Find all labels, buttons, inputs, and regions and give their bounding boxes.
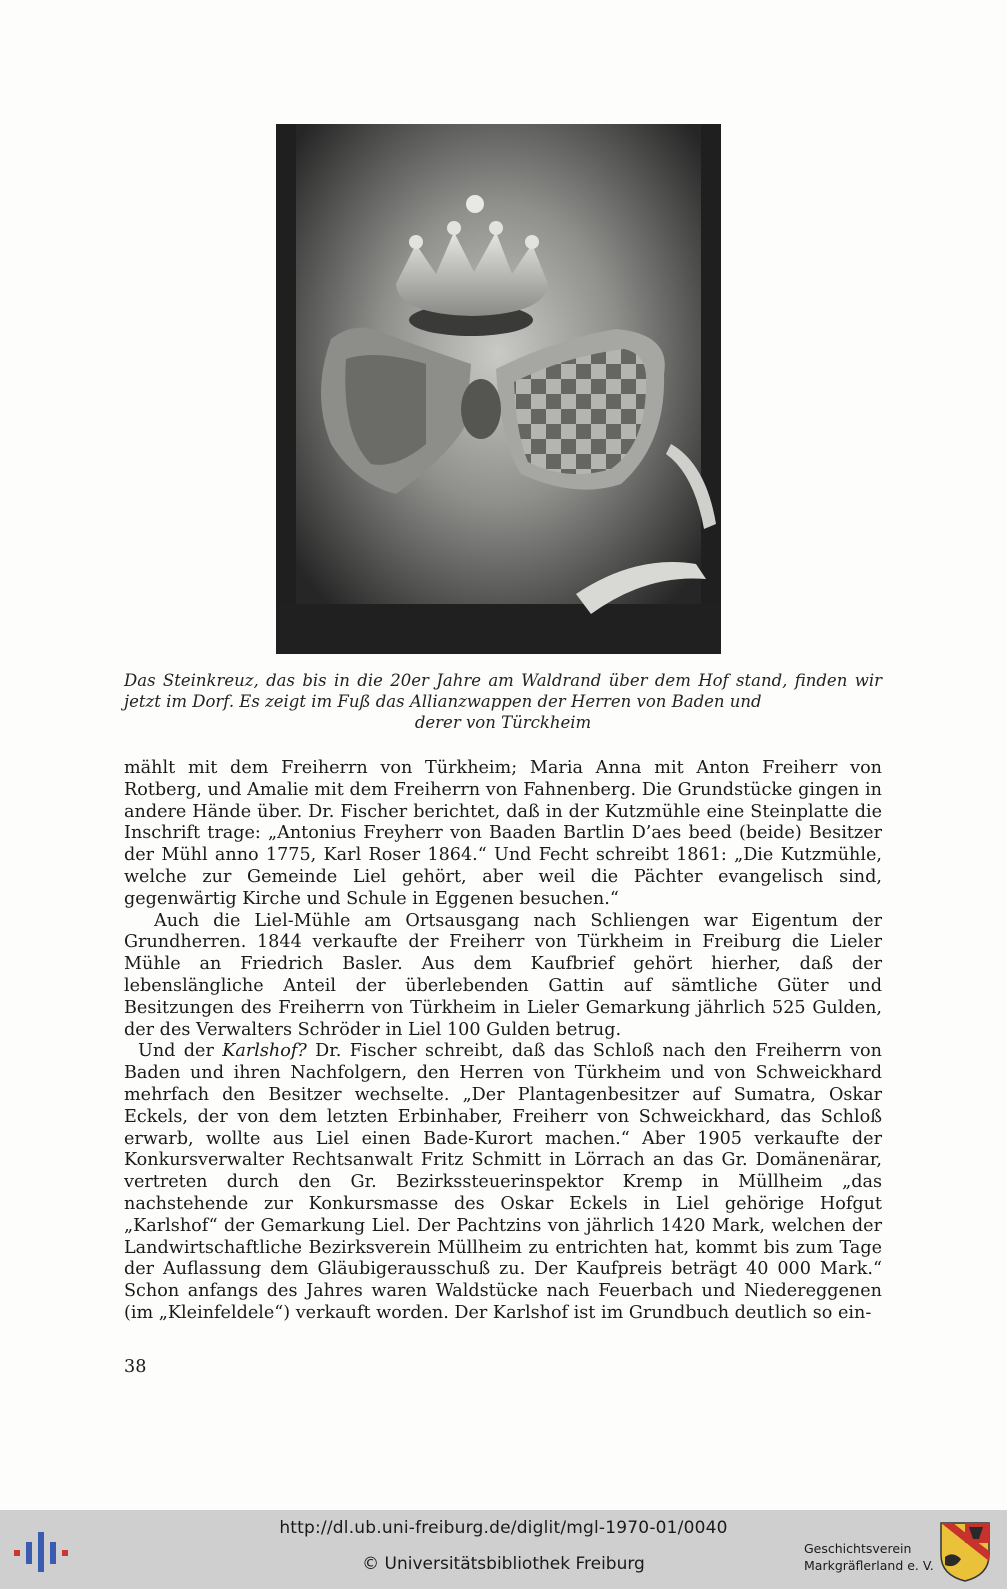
- paragraph-3: [124, 1041, 882, 1324]
- caption-line-2: wir jetzt im Dorf. Es zeigt im Fuß das Allianzwappen der Herren von Baden und: [124, 671, 882, 711]
- paragraph-1: mählt mit dem Freiherrn von Türkheim; Maria Anna mit Anton Freiherr von Rotberg, und Amalie mit dem Freiherrn von Fahnenberg. Die Grundstücke gingen in andere Hände über. Dr. Fischer berichtet, daß in der Kutzmühle eine Steinplatte die Inschrift trage: „Antonius Freyherr von Baaden Bartlin D’aes beed (beide) Besitzer der Mühl anno 1775, Karl Roser 1864.“ Und Fecht schreibt 1861: „Die Kutzmühle, welche zur Gemeinde Liel gehört, aber weil die Pächter evangelisch sind, gegenwärtig Kirche und Schule in Eggenen besuchen.“: [124, 758, 882, 909]
- photo-caption: [124, 670, 882, 733]
- society-name: [804, 1540, 934, 1574]
- caption-line-1: Das Steinkreuz, das bis in die 20er Jahre am Waldrand über dem Hof stand, finden: [124, 671, 848, 690]
- karlshof-italic: Karlshof?: [222, 1041, 307, 1062]
- coat-of-arms-icon: [939, 1521, 991, 1583]
- page-number: 38: [124, 1357, 147, 1377]
- caption-line-3: derer von Türckheim: [414, 713, 592, 732]
- paragraph-3-rest: Dr. Fischer schreibt, daß das Schloß nach den Freiherrn von Baden und ihren Nachfolgern, den Herren von Türkheim und von Schweickhard mehrfach den Besitzer wechselte. „Der Plantagenbesitzer auf Sumatra, Oskar Eckels, der von dem letzten Erbinhaber, Freiherr von Schweickhard, das Schloß erwarb, wollte aus Liel einen Bade-Kurort machen.“ Aber 1905 verkaufte der Konkursverwalter Rechtsanwalt Fritz Schmitt in Lörrach an das Gr. Domänenärar, vertreten durch den Gr. Bezirkssteuerinspektor Kremp in Müllheim „das nachstehende zur Konkursmasse des Oskar Eckels in Liel gehörige Hofgut „Karlshof“ der Gemarkung Liel. Der Pachtzins von jährlich 1420 Mark, welchen der Landwirtschaftliche Bezirksverein Müllheim zu entrichten hat, kommt bis zum Tage der Auflassung dem Gläubigerausschuß zu. Der Kaufpreis beträgt 40 000 Mark.“ Schon anfangs des Jahres waren Waldstücke nach Feuerbach und Niedereggenen (im „Kleinfeldele“) verkauft worden. Der Karlshof ist im Grundbuch deutlich so ein-: [124, 1041, 882, 1323]
- footer-bar: [0, 1510, 1007, 1589]
- society-line-2: Markgräflerland e. V.: [804, 1558, 934, 1573]
- paragraph-2: Auch die Liel-Mühle am Ortsausgang nach Schliengen war Eigentum der Grundherren. 1844 verkaufte der Freiherr von Türkheim in Freiburg die Lieler Mühle an Friedrich Basler. Aus dem Kaufbrief gehört hierher, daß der lebenslängliche Anteil der überlebenden Gattin auf sämtliche Güter und Besitzungen des Freiherrn von Türkheim in Lieler Gemarkung jährlich 525 Gulden, der des Verwalters Schröder in Liel 100 Gulden betrug.: [124, 910, 882, 1040]
- society-line-1: Geschichtsverein: [804, 1541, 912, 1556]
- body-text: [124, 758, 882, 1325]
- stone-cross-photo: [276, 124, 721, 654]
- copyright-notice: © Universitätsbibliothek Freiburg: [362, 1554, 645, 1574]
- document-url[interactable]: http://dl.ub.uni-freiburg.de/diglit/mgl-1970-01/0040: [279, 1518, 728, 1538]
- paragraph-3-start: Und der: [138, 1041, 223, 1062]
